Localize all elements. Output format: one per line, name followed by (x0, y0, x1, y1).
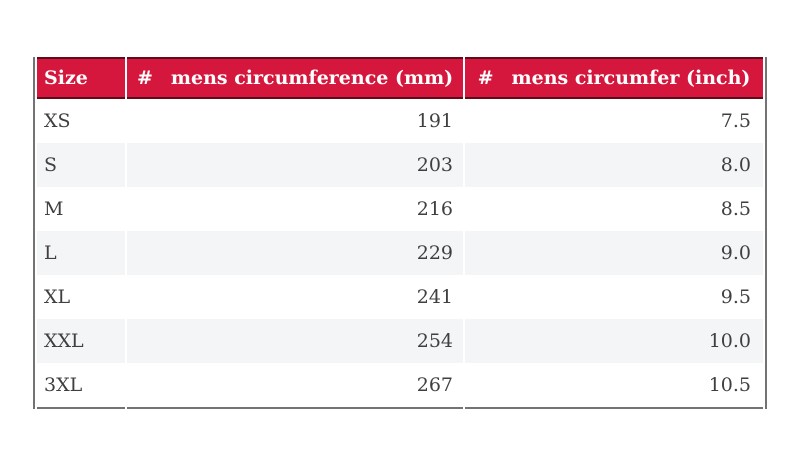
mm-value: 191 (416, 110, 453, 132)
mm-value: 267 (127, 363, 463, 409)
table-row (37, 99, 763, 143)
inch-value: 10.5 (465, 363, 763, 409)
hash-symbol: # (477, 67, 494, 89)
mm-value: 241 (416, 286, 453, 308)
header-row (37, 57, 763, 99)
header-cell-size (37, 57, 125, 99)
table-header (37, 57, 763, 99)
table-row (37, 319, 763, 363)
table-body (37, 99, 763, 409)
size-chart-table (33, 57, 767, 409)
header-cell-mm (127, 57, 463, 99)
inch-value: 9.0 (465, 231, 763, 275)
mm-value: 216 (416, 198, 453, 220)
size-value: XL (44, 286, 71, 308)
table-row (37, 187, 763, 231)
table-row (37, 275, 763, 319)
inch-value: 9.5 (720, 286, 751, 308)
table-row (37, 143, 763, 187)
header-mm-label: mens circumference (mm) (170, 67, 454, 89)
size-value: L (37, 231, 125, 275)
hash-symbol: # (137, 67, 153, 89)
mm-value: 229 (127, 231, 463, 275)
mm-value: 203 (127, 143, 463, 187)
size-value: 3XL (37, 363, 125, 409)
size-value: S (37, 143, 125, 187)
inch-value: 8.5 (720, 198, 751, 220)
inch-value: 8.0 (465, 143, 763, 187)
mm-value: 254 (127, 319, 463, 363)
header-size-label: Size (44, 67, 88, 89)
size-value: M (44, 198, 64, 220)
table-row (37, 231, 763, 275)
table-row (37, 363, 763, 409)
header-cell-inch (465, 57, 763, 99)
inch-value: 10.0 (465, 319, 763, 363)
size-chart-container (33, 57, 767, 409)
size-value: XS (44, 110, 71, 132)
inch-value: 7.5 (720, 110, 751, 132)
header-inch-label: mens circumfer (inch) (511, 67, 751, 89)
size-value: XXL (37, 319, 125, 363)
